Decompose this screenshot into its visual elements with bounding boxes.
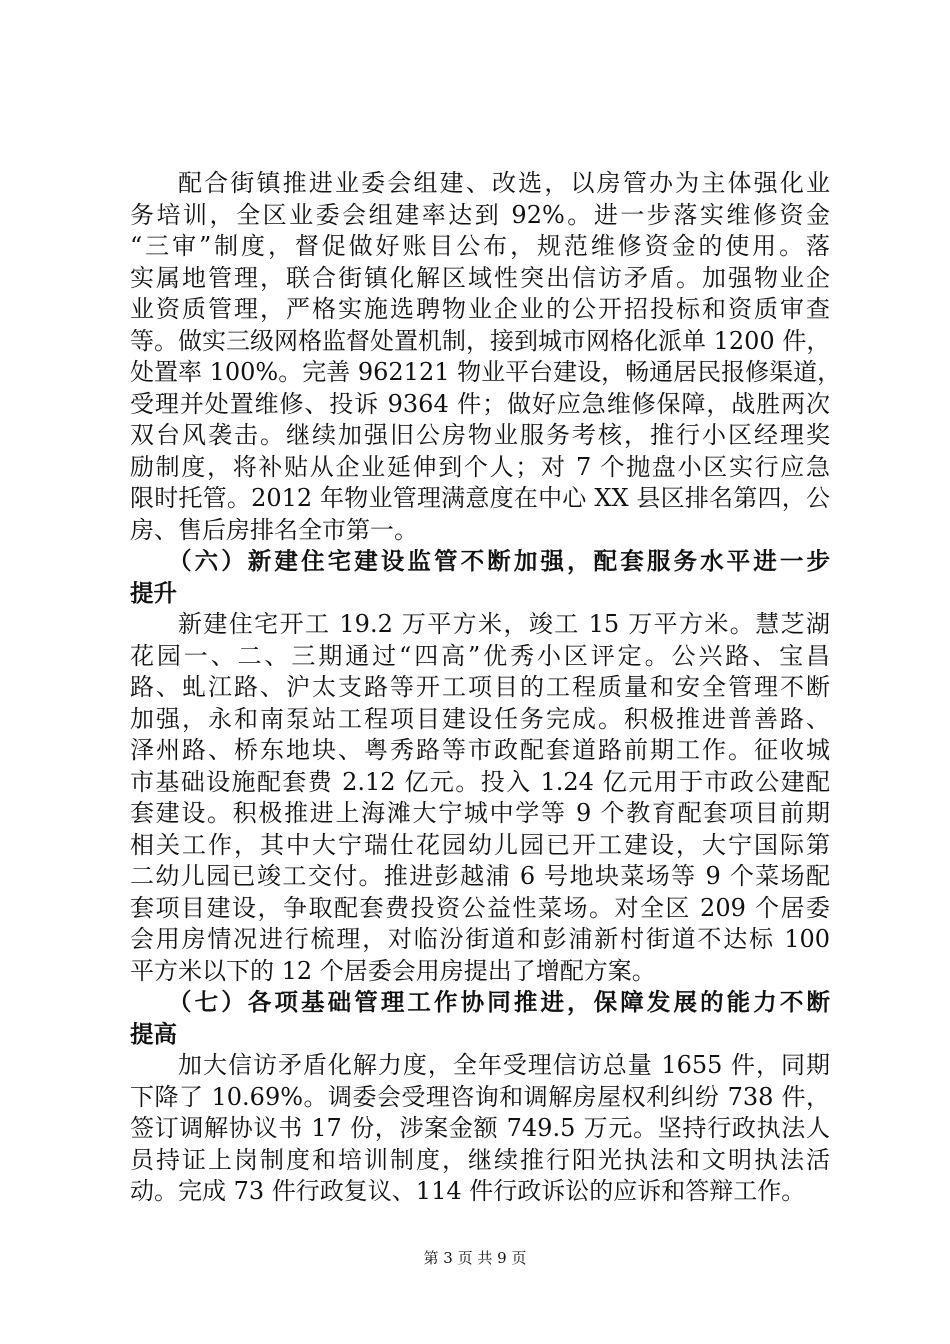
text-line: 套项目建设，争取配套费投资公益性菜场。对全区 209 个居委 [130, 893, 830, 922]
text-line: 市基础设施配套费 2.12 亿元。投入 1.24 亿元用于市政公建配 [130, 767, 830, 796]
heading-line: （六）新建住宅建设监管不断加强，配套服务水平进一步 [168, 547, 830, 575]
text-line: 套建设。积极推进上海滩大宁城中学等 9 个教育配套项目前期 [130, 799, 830, 827]
paragraph-new-housing [130, 609, 830, 987]
paragraph-property-management [130, 168, 842, 546]
text-line: 加大信访矛盾化解力度，全年受理信访总量 1655 件，同期 [178, 1051, 830, 1079]
text-line: 励制度，将补贴从企业延伸到个人；对 7 个抛盘小区实行应急 [130, 452, 830, 481]
text-line: 配合街镇推进业委会组建、改选，以房管办为主体强化业 [178, 169, 830, 197]
page-number-footer: 第 3 页 共 9 页 [423, 1249, 527, 1267]
text-line: 实属地管理，联合街镇化解区域性突出信访矛盾。加强物业企 [130, 263, 830, 292]
text-line: 限时托管。2012 年物业管理满意度在中心 XX 县区排名第四，公 [130, 484, 830, 512]
text-line: 签订调解协议书 17 份，涉案金额 749.5 万元。坚持行政执法人 [130, 1114, 830, 1142]
text-line: 花园一、二、三期通过“四高”优秀小区评定。公兴路、宝昌 [130, 641, 830, 670]
text-line: 会用房情况进行梳理，对临汾街道和彭浦新村街道不达标 100 [130, 925, 830, 953]
text-line: 路、虬江路、沪太支路等开工项目的工程质量和安全管理不断 [130, 673, 830, 701]
section-heading-6 [130, 546, 830, 609]
text-line: 相关工作，其中大宁瑞仕花园幼儿园已开工建设，大宁国际第 [130, 830, 830, 859]
text-line: 下降了 10.69%。调委会受理咨询和调解房屋权利纠纷 738 件， [130, 1082, 830, 1111]
text-line: “三审”制度，督促做好账目公布，规范维修资金的使用。落 [130, 232, 830, 260]
text-line: 员持证上岗制度和培训制度，继续推行阳光执法和文明执法活 [130, 1145, 830, 1174]
text-line: 房、售后房排名全市第一。 [130, 515, 418, 544]
text-line: 双台风袭击。继续加强旧公房物业服务考核，推行小区经理奖 [130, 421, 830, 449]
text-line: 受理并处置维修、投诉 9364 件；做好应急维修保障，战胜两次 [130, 389, 830, 418]
heading-line: 提升 [130, 578, 177, 607]
heading-line: （七）各项基础管理工作协同推进，保障发展的能力不断 [168, 988, 830, 1016]
heading-line: 提高 [130, 1019, 177, 1048]
paragraph-basic-management [130, 1050, 830, 1208]
text-line: 业资质管理，严格实施选聘物业企业的公开招投标和资质审查 [130, 295, 830, 323]
section-heading-7 [130, 987, 830, 1050]
text-line: 加强，永和南泵站工程项目建设任务完成。积极推进普善路、 [130, 704, 830, 733]
text-line: 新建住宅开工 19.2 万平方米，竣工 15 万平方米。慧芝湖 [178, 610, 830, 638]
text-line: 等。做实三级网格监督处置机制，接到城市网格化派单 1200 件， [130, 326, 831, 355]
text-line: 处置率 100%。完善 962121 物业平台建设，畅通居民报修渠道， [130, 358, 842, 386]
document-body [130, 168, 842, 1208]
text-line: 平方米以下的 12 个居委会用房提出了增配方案。 [130, 956, 656, 985]
text-line: 泽州路、桥东地块、粤秀路等市政配套道路前期工作。征收城 [130, 736, 830, 764]
text-line: 动。完成 73 件行政复议、114 件行政诉讼的应诉和答辩工作。 [130, 1177, 806, 1205]
text-line: 二幼儿园已竣工交付。推进彭越浦 6 号地块菜场等 9 个菜场配 [130, 862, 830, 890]
text-line: 务培训，全区业委会组建率达到 92%。进一步落实维修资金 [130, 200, 830, 229]
